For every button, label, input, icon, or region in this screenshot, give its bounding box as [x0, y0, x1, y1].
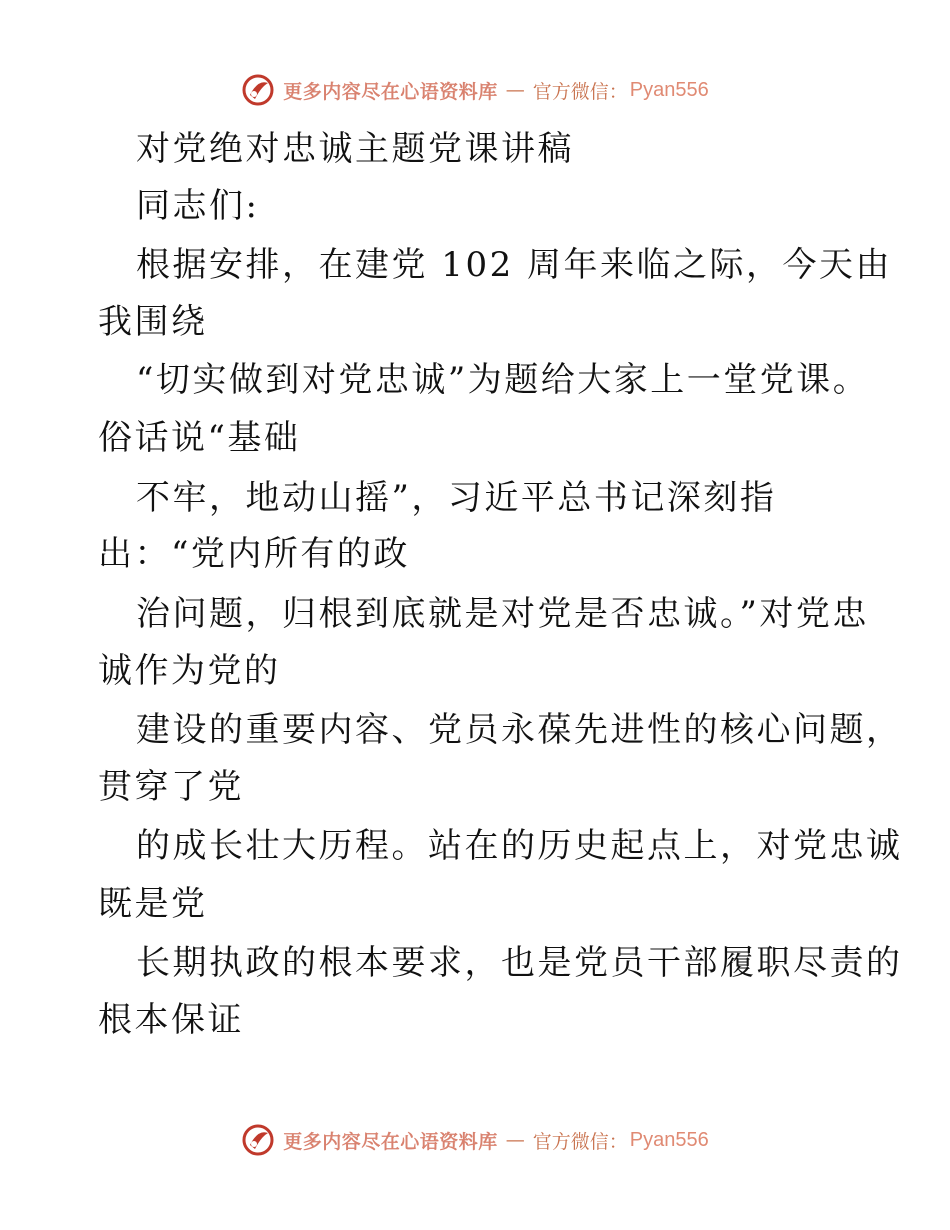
body-line: 根本保证: [98, 1000, 244, 1040]
banner-slogan: 更多内容尽在心语资料库: [283, 80, 498, 103]
body-line: 贯穿了党: [98, 767, 244, 807]
salutation: 同志们:: [136, 186, 260, 226]
footer-banner: [0, 1120, 950, 1160]
body-line: 治问题，归根到底就是对党是否忠诚。”对党忠: [136, 594, 869, 634]
document-title: 对党绝对忠诚主题党课讲稿: [136, 129, 574, 169]
body-line: 出：“党内所有的政: [98, 534, 410, 574]
brand-logo-icon: [241, 73, 275, 107]
body-line: 诚作为党的: [98, 651, 281, 691]
body-line: 既是党: [98, 884, 208, 924]
banner-wechat-id: Pyan556: [629, 78, 709, 101]
banner-wechat-label: 官方微信：: [532, 1130, 628, 1153]
banner-dash: —: [505, 79, 525, 101]
brand-logo-icon: [241, 1123, 275, 1157]
header-banner: [0, 70, 950, 110]
banner-slogan: 更多内容尽在心语资料库: [283, 1130, 498, 1153]
body-line: 我围绕: [98, 302, 208, 342]
banner-wechat-label: 官方微信：: [532, 80, 628, 103]
body-line: 长期执政的根本要求，也是党员干部履职尽责的: [136, 943, 903, 983]
body-line: 俗话说“基础: [98, 418, 301, 458]
body-line: 建设的重要内容、党员永葆先进性的核心问题，: [136, 710, 903, 750]
body-line: “切实做到对党忠诚”为题给大家上一堂党课。: [136, 360, 870, 400]
body-line: 不牢，地动山摇”，习近平总书记深刻指: [136, 478, 777, 518]
body-line: 的成长壮大历程。站在的历史起点上，对党忠诚: [136, 826, 903, 866]
banner-dash: —: [505, 1129, 525, 1151]
banner-wechat-id: Pyan556: [629, 1128, 709, 1151]
body-line: 根据安排，在建党 102 周年来临之际，今天由: [136, 245, 893, 285]
